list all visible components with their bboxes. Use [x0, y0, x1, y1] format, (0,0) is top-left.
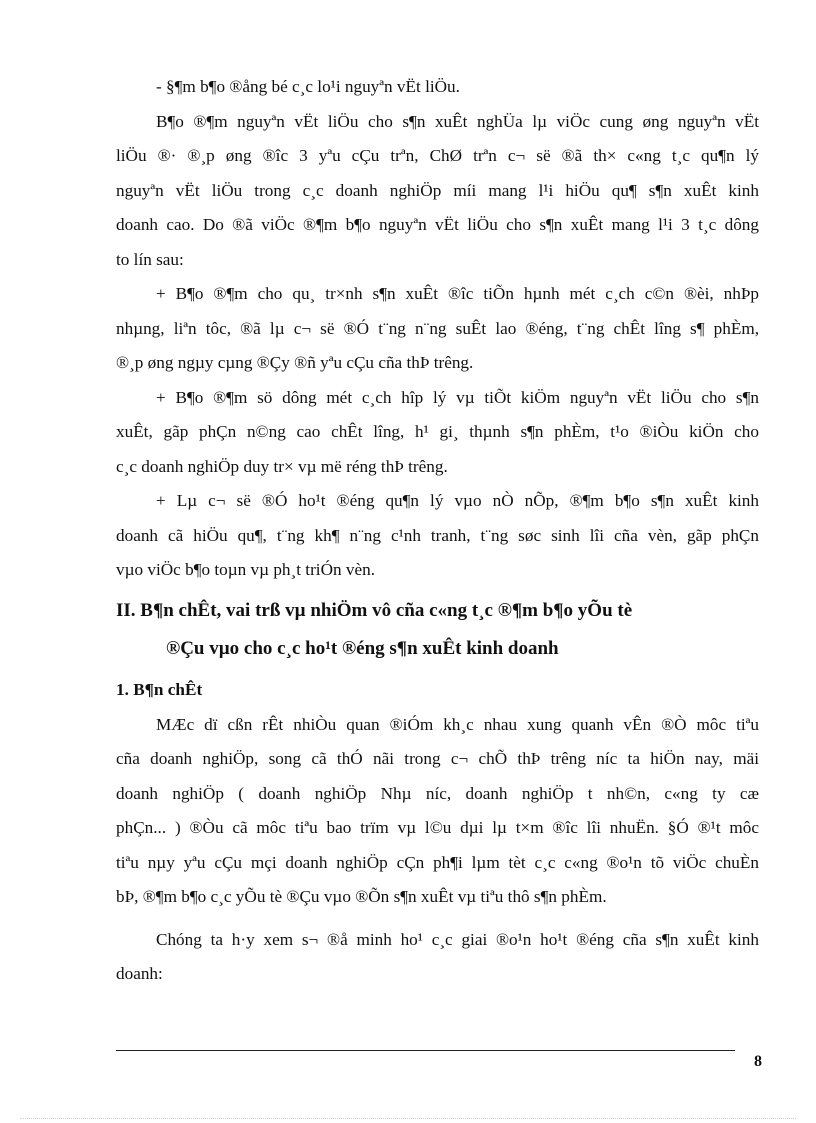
paragraph-line: nhµng, liªn tôc, ®ã lµ c¬ së ®Ó t¨ng n¨ng suÊt lao ®éng, t¨ng chÊt lîng s¶ phÈm, [116, 318, 759, 338]
paragraph-line: phÇn... ) ®Òu cã môc tiªu bao trïm vµ l©u dµi lµ t×m ®îc lîi nhuËn. §Ó ®¹t môc [116, 818, 759, 837]
paragraph-line: xuÊt, gãp phÇn n©ng cao chÊt lîng, h¹ gi¸ thµnh s¶n phÈm, t¹o ®iÒu kiÖn cho [116, 422, 759, 441]
document-body [116, 70, 759, 992]
paragraph-line: bÞ, ®¶m b¶o c¸c yÕu tè ®Çu vµo ®Õn s¶n xuÊt vµ tiªu thô s¶n phÈm. [116, 887, 607, 906]
paragraph-line: tiªu nµy yªu cÇu mçi doanh nghiÖp cÇn ph¶i lµm tèt c¸c c«ng ®o¹n tõ viÖc chuÈn [116, 852, 759, 872]
paragraph-line: MÆc dï cßn rÊt nhiÒu quan ®iÓm kh¸c nhau xung quanh vÊn ®Ò môc tiªu [156, 714, 759, 734]
paragraph-line: doanh cao. Do ®ã viÖc ®¶m b¶o nguyªn vËt liÖu cho s¶n xuÊt mang l¹i 3 t¸c dông [116, 215, 759, 234]
paragraph-line: to lín sau: [116, 249, 184, 269]
paragraph-line: + Lµ c¬ së ®Ó ho¹t ®éng qu¶n lý vµo nÒ nÕp, ®¶m b¶o s¶n xuÊt kinh [156, 491, 759, 510]
paragraph-line: vµo viÖc b¶o toµn vµ ph¸t triÓn vèn. [116, 560, 375, 579]
paragraph-line: c¸c doanh nghiÖp duy tr× vµ më réng thÞ trêng. [116, 456, 448, 476]
paragraph-line: Chóng ta h·y xem s¬ ®å minh ho¹ c¸c giai ®o¹n ho¹t ®éng cña s¶n xuÊt kinh [156, 929, 759, 949]
paragraph-line: + B¶o ®¶m cho qu¸ tr×nh s¶n xuÊt ®îc tiÕn hµnh mét c¸ch c©n ®èi, nhÞp [156, 284, 759, 303]
paragraph-line: liÖu ®· ®¸p øng ®îc 3 yªu cÇu trªn, ChØ trªn c¬ së ®ã th× c«ng t¸c qu¶n lý [116, 146, 759, 165]
bullet-line: - §¶m b¶o ®ång bé c¸c lo¹i nguyªn vËt liÖu. [156, 77, 460, 96]
paragraph-line: doanh: [116, 964, 163, 983]
paragraph-line: B¶o ®¶m nguyªn vËt liÖu cho s¶n xuÊt nghÜa lµ viÖc cung øng nguyªn vËt [156, 111, 759, 131]
section-heading: II. B¶n chÊt, vai trß vµ nhiÖm vô cña c«ng t¸c ®¶m b¶o yÕu tè [116, 599, 633, 621]
footer-rule [116, 1050, 735, 1051]
page-bottom-border [20, 1118, 796, 1119]
paragraph-line: + B¶o ®¶m sö dông mét c¸ch hîp lý vµ tiÕt kiÖm nguyªn vËt liÖu cho s¶n [156, 387, 759, 407]
paragraph-line: nguyªn vËt liÖu trong c¸c doanh nghiÖp míi mang l¹i hiÖu qu¶ s¶n xuÊt kinh [116, 180, 759, 200]
subsection-heading: 1. B¶n chÊt [116, 679, 203, 699]
paragraph-line: ®¸p øng ngµy cµng ®Çy ®ñ yªu cÇu cña thÞ trêng. [116, 353, 474, 372]
section-heading-continued: ®Çu vµo cho c¸c ho¹t ®éng s¶n xuÊt kinh doanh [166, 637, 559, 659]
paragraph-line: doanh nghiÖp ( doanh nghiÖp Nhµ níc, doanh nghiÖp t nh©n, c«ng ty cæ [116, 783, 759, 803]
paragraph-line: cña doanh nghiÖp, song cã thÓ nãi trong c¬ chÕ thÞ trêng níc ta hiÖn nay, mäi [116, 749, 759, 768]
page-number: 8 [754, 1053, 762, 1070]
paragraph-line: doanh cã hiÖu qu¶, t¨ng kh¶ n¨ng c¹nh tranh, t¨ng søc sinh lîi cña vèn, gãp phÇn [116, 525, 759, 545]
